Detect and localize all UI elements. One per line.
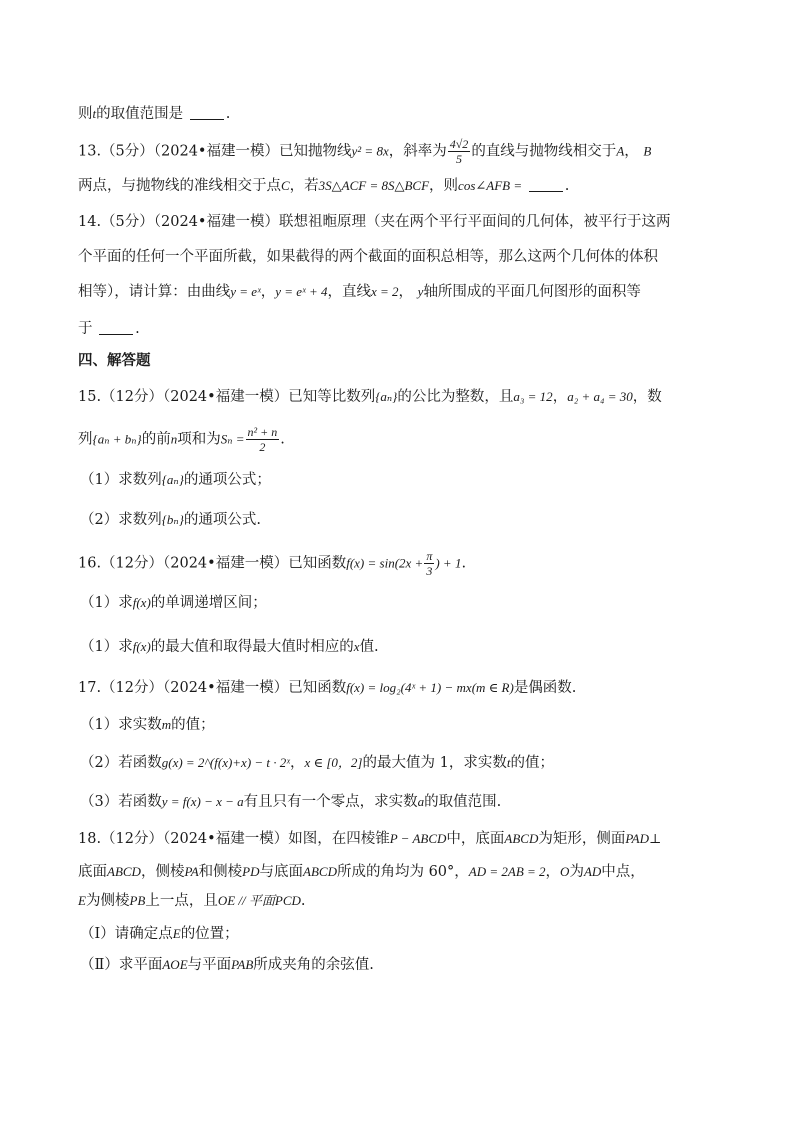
q15-sum-eq: Sₙ =	[220, 431, 245, 447]
q16-part-2	[80, 637, 720, 657]
q17-func-eq: f(x) = log₂(4ˣ + 1) − mx(m ∈ R)	[346, 680, 514, 695]
q15-seq-a: {aₙ}	[375, 389, 398, 404]
q15-text: 列	[78, 431, 93, 448]
q15-eq-2: a₂ + a₄ = 30	[567, 389, 633, 404]
q14-text: 轴所围成的平面几何图形的面积等	[423, 284, 641, 300]
q17-y-eq: y = f(x) − x − a	[161, 794, 244, 809]
frac-numerator: π	[426, 549, 433, 563]
q15-text: 15.（12分）（2024•福建一模）已知等比数列	[78, 389, 376, 405]
q18-text: 为矩形，侧面	[538, 831, 626, 847]
q14-text: 个平面的任何一个平面所截，如果截得的两个截面的面积总相等，那么这两个几何体的体积	[78, 249, 658, 265]
q18-text: （Ⅰ）请确定点	[80, 926, 173, 942]
q18-text: ，侧棱	[140, 864, 185, 880]
q18-part-1	[80, 924, 720, 944]
q15-text: 项和为	[177, 431, 221, 448]
q18-text: 与底面	[259, 864, 304, 880]
q17-g-eq: g(x) = 2^(f(x)+x) − t · 2ˣ	[161, 755, 290, 770]
q18-text: 所成夹角的余弦值.	[253, 957, 374, 973]
q18-pa: PA	[184, 864, 199, 879]
q18-pb: PB	[129, 893, 146, 908]
q16-var-x: x	[353, 639, 360, 654]
q15-end: .	[280, 431, 285, 448]
q14-line-3	[78, 282, 718, 302]
q16-func-eq: f(x) = sin(2x +	[346, 555, 424, 571]
q14-text: 于	[78, 321, 93, 337]
q18-text: 中，底面	[446, 831, 505, 847]
q15-seq-ab: {aₙ + bₙ}	[92, 431, 142, 447]
q14-text: 14.（5分）（2024•福建一模）联想祖暅原理（夹在两个平行平面间的几何体，被平行于这两	[78, 214, 671, 230]
q18-sep: ，	[545, 864, 561, 880]
q18-text: 的位置；	[180, 926, 239, 942]
frac-numerator: n² + n	[247, 425, 278, 439]
q15-text: ，数	[632, 389, 662, 405]
q18-text: 为侧棱	[85, 893, 130, 909]
q17-var-a: a	[417, 794, 425, 809]
answer-blank-12[interactable]	[190, 105, 224, 120]
frac-denominator: 2	[259, 440, 266, 454]
q17-text: 17.（12分）（2024•福建一模）已知函数	[78, 680, 347, 696]
q17-text: 有且只有一个零点，求实数	[243, 794, 418, 810]
q13-text: ，若	[289, 178, 319, 194]
q16-fx: f(x)	[132, 639, 151, 654]
q15-line-2	[78, 425, 718, 454]
q18-text: 上一点，且	[145, 893, 218, 909]
q17-part-3	[80, 792, 720, 812]
frac-numerator: 4√2	[449, 137, 469, 151]
q15-text: 的前	[141, 431, 171, 448]
q13-line-2	[78, 176, 718, 196]
answer-blank-13[interactable]	[529, 177, 563, 192]
q16-part-1	[80, 593, 720, 613]
q18-oe: OE // 平面	[217, 893, 275, 908]
q18-part-2	[80, 955, 720, 975]
q16-text: 的最大值和取得最大值时相应的	[150, 639, 354, 655]
q17-part-2	[80, 753, 720, 773]
q17-text: （1）求实数	[80, 717, 162, 733]
q18-text: 中点，	[601, 864, 645, 880]
q17-line-1	[78, 678, 718, 698]
q18-line-1	[78, 829, 718, 849]
q18-point-o: O	[560, 864, 570, 879]
q13-parabola-eq: y² = 8x	[351, 143, 389, 159]
frac-denominator: 3	[426, 564, 433, 578]
q14-curve-1: y = eˣ	[230, 284, 261, 299]
q13-point-c: C	[281, 178, 290, 193]
q16-text: （1）求	[80, 595, 133, 611]
q18-pcd: PCD	[274, 893, 301, 908]
q15-seq: {bₙ}	[161, 512, 184, 527]
q13-line-1	[78, 137, 718, 166]
q14-text: 相等），请计算：由曲线	[78, 284, 231, 300]
q18-aoe: AOE	[162, 957, 188, 972]
q12-var-t: t	[92, 106, 97, 121]
q18-end: .	[300, 893, 306, 909]
q14-sep: ，	[260, 284, 276, 300]
q16-fx: f(x)	[132, 595, 151, 610]
q18-text: 为	[569, 864, 584, 880]
q17-text: （3）若函数	[80, 794, 162, 810]
q12-end: .	[225, 106, 231, 122]
q18-length-eq: AD = 2AB = 2	[468, 864, 546, 879]
q18-line-2	[78, 862, 718, 882]
q13-area-eq: 3S△ACF = 8S△BCF	[318, 178, 430, 193]
q14-end: .	[135, 321, 140, 337]
q18-abcd: ABCD	[504, 831, 539, 846]
q17-text: 的最大值为 1，求实数	[362, 755, 507, 771]
q16-text: 值.	[359, 639, 379, 655]
q15-part-1	[80, 470, 720, 490]
q14-sep: ，	[398, 284, 414, 300]
q13-comma: ，	[624, 143, 639, 160]
q13-point-b: B	[643, 143, 652, 159]
q17-var-m: m	[161, 717, 172, 732]
q12-tail	[78, 104, 718, 124]
q17-domain: x ∈ [0，2]	[304, 755, 363, 770]
q18-pyramid: P − ABCD	[389, 831, 447, 846]
q16-line-1	[78, 549, 718, 578]
q17-text: 是偶函数.	[513, 680, 577, 696]
q13-text: 两点，与抛物线的准线相交于点	[78, 178, 281, 194]
q15-text: 的通项公式.	[183, 512, 262, 528]
q12-text-b: 的取值范围是	[96, 106, 184, 122]
q15-text: （1）求数列	[80, 472, 162, 488]
q13-text: ，则	[429, 178, 459, 194]
q17-text: 的值；	[171, 717, 215, 733]
q17-part-1	[80, 715, 720, 735]
q16-text: 的单调递增区间；	[150, 595, 267, 611]
q18-point-e: E	[172, 926, 181, 941]
q18-text: 与平面	[187, 957, 232, 973]
q16-func-eq-end: ) + 1	[435, 555, 462, 571]
q16-pi-fraction	[424, 549, 434, 578]
q18-pad: PAD⊥	[625, 831, 662, 846]
q18-text: （Ⅱ）求平面	[80, 957, 163, 973]
q17-sep: ，	[289, 755, 305, 771]
q17-text: （2）若函数	[80, 755, 162, 771]
q12-text-a: 则	[78, 106, 93, 122]
q16-text: 16.（12分）（2024•福建一模）已知函数	[78, 555, 347, 572]
q17-text: 的取值范围.	[424, 794, 502, 810]
section-heading: 四、解答题	[78, 352, 151, 369]
q18-text: 和侧棱	[198, 864, 243, 880]
q16-end: .	[461, 555, 467, 572]
q18-abcd: ABCD	[303, 864, 337, 879]
frac-denominator: 5	[456, 152, 463, 166]
q13-text: ，斜率为	[388, 143, 447, 160]
q15-eq-1: a₃ = 12	[513, 389, 553, 404]
q16-text: （1）求	[80, 639, 133, 655]
q15-line-1	[78, 387, 718, 407]
q14-line-4	[78, 319, 718, 339]
q17-text: 的值；	[510, 755, 554, 771]
q18-line-3	[78, 891, 718, 911]
q15-text: 的通项公式；	[183, 472, 271, 488]
q14-line-2	[78, 247, 718, 267]
q14-curve-2: y = eˣ + 4	[275, 284, 328, 299]
q18-point-e: E	[78, 893, 86, 908]
answer-blank-14[interactable]	[99, 320, 133, 335]
q14-var-y: y	[417, 284, 424, 299]
q18-pab: PAB	[231, 957, 254, 972]
q18-text: 底面	[78, 864, 107, 880]
q13-end: .	[564, 178, 570, 194]
q15-seq: {aₙ}	[161, 472, 184, 487]
q14-text: ，直线	[327, 284, 371, 300]
q13-text: 13.（5分）（2024•福建一模）已知抛物线	[78, 143, 352, 160]
q13-slope-fraction	[448, 137, 471, 166]
q18-pd: PD	[242, 864, 260, 879]
q15-text: （2）求数列	[80, 512, 162, 528]
q18-ad: AD	[583, 864, 602, 879]
q15-part-2	[80, 510, 720, 530]
q18-abcd: ABCD	[107, 864, 141, 879]
q14-line-eq: x = 2	[371, 284, 399, 299]
q15-sum-fraction	[246, 425, 280, 454]
q13-cos-eq: cos∠AFB =	[458, 178, 523, 193]
q17-var-t: t	[506, 755, 511, 770]
q14-line-1	[78, 212, 718, 232]
q18-text: 18.（12分）（2024•福建一模）如图，在四棱锥	[78, 831, 390, 847]
q18-text: 所成的角均为 60°，	[336, 864, 469, 880]
q15-text: 的公比为整数，且	[397, 389, 514, 405]
q13-text: 的直线与抛物线相交于	[471, 143, 617, 160]
q13-point-a: A	[616, 143, 625, 159]
q15-sep: ，	[552, 389, 568, 405]
q15-var-n: n	[170, 431, 178, 447]
